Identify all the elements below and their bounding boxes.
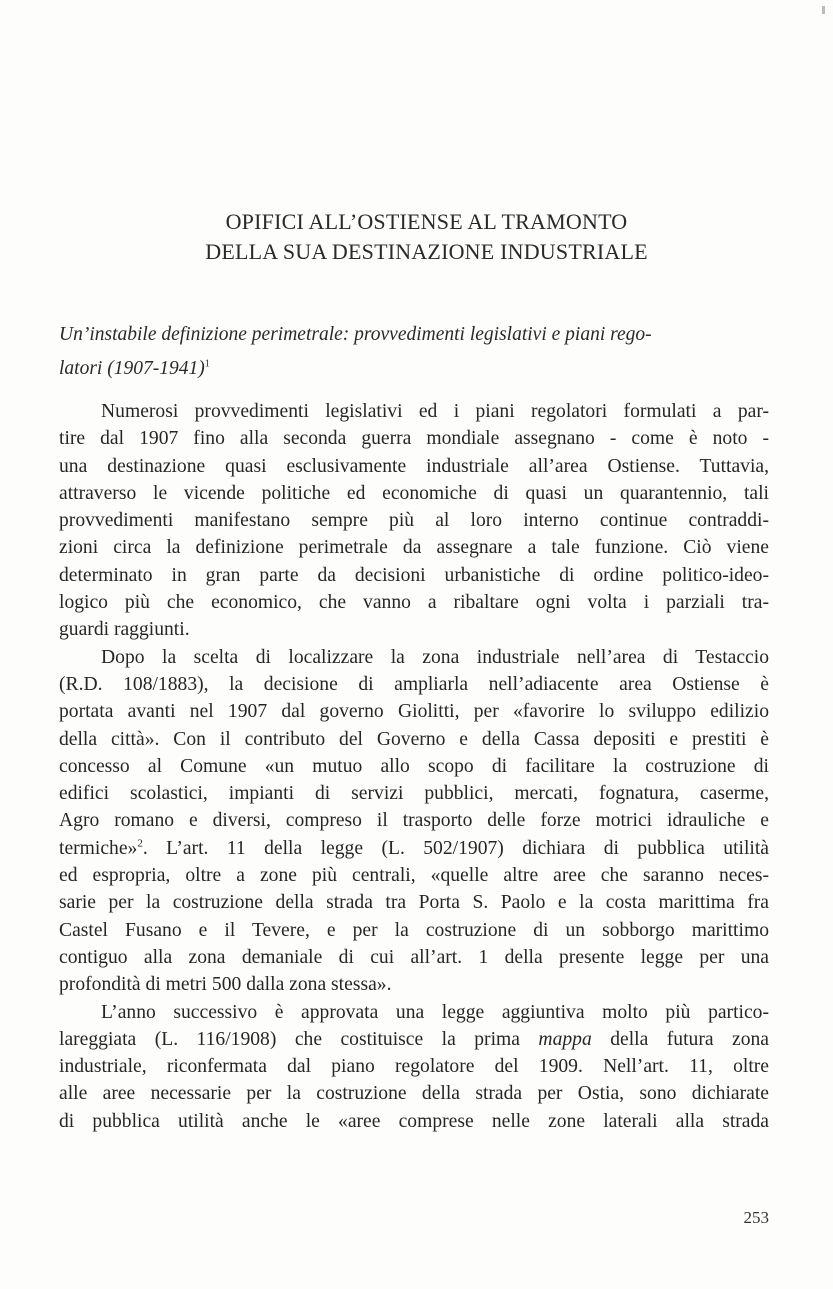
chapter-title-line: OPIFICI ALL’OSTIENSE AL TRAMONTO bbox=[225, 209, 628, 234]
section-heading bbox=[59, 318, 773, 386]
paragraph-3 bbox=[59, 999, 769, 1135]
body-text bbox=[59, 398, 769, 1135]
text-line: guardi raggiunti. bbox=[59, 619, 190, 641]
text-line: portata avanti nel 1907 dal governo Giolitti, per «favorire lo sviluppo edilizio bbox=[59, 701, 769, 723]
text-line: di pubblica utilità anche le «aree comprese nelle zone laterali alla strada bbox=[59, 1110, 769, 1132]
paragraph-1 bbox=[59, 398, 769, 644]
text-line: attraverso le vicende politiche ed economiche di quasi un quarantennio, tali bbox=[59, 482, 769, 504]
text-line: L’anno successivo è approvata una legge aggiuntiva molto più partico- bbox=[101, 1001, 769, 1023]
section-heading-line bbox=[59, 352, 773, 386]
text-line: Castel Fusano e il Tevere, e per la costruzione di un sobborgo marittimo bbox=[59, 919, 769, 941]
section-heading-text: latori (1907-1941) bbox=[59, 358, 205, 379]
text-run: lareggiata (L. 116/1908) che costituisce la prima bbox=[59, 1028, 539, 1050]
text-line: sarie per la costruzione della strada tra Porta S. Paolo e la costa marittima fra bbox=[59, 892, 769, 914]
paragraph-2 bbox=[59, 644, 769, 999]
scan-mark bbox=[822, 6, 825, 14]
footnote-marker: 2 bbox=[137, 837, 143, 850]
text-line: Agro romano e diversi, compreso il trasporto delle forze motrici idrauliche e bbox=[59, 810, 769, 832]
text-line bbox=[59, 1026, 769, 1053]
text-line: determinato in gran parte da decisioni urbanistiche di ordine politico-ideo- bbox=[59, 564, 769, 586]
text-line: Dopo la scelta di localizzare la zona industriale nell’area di Testaccio bbox=[101, 646, 769, 668]
text-line: della città». Con il contributo del Governo e della Cassa depositi e prestiti è bbox=[59, 728, 769, 750]
text-line: industriale, riconfermata dal piano regolatore del 1909. Nell’art. 11, oltre bbox=[59, 1056, 769, 1078]
text-line: tire dal 1907 fino alla seconda guerra mondiale assegnano - come è noto - bbox=[59, 428, 769, 450]
text-run: termiche» bbox=[59, 837, 138, 859]
italic-term: mappa bbox=[538, 1028, 592, 1050]
text-run: della futura zona bbox=[591, 1028, 769, 1050]
text-line: profondità di metri 500 dalla zona stessa». bbox=[59, 974, 392, 996]
text-line: edifici scolastici, impianti di servizi pubblici, mercati, fognatura, caserme, bbox=[59, 783, 769, 805]
page-number: 253 bbox=[743, 1208, 769, 1227]
text-line: provvedimenti manifestano sempre più al loro interno continue contraddi- bbox=[59, 510, 769, 532]
chapter-title-line: DELLA SUA DESTINAZIONE INDUSTRIALE bbox=[205, 239, 648, 264]
text-line: Numerosi provvedimenti legislativi ed i piani regolatori formulati a par- bbox=[101, 401, 769, 422]
footnote-marker: 1 bbox=[204, 358, 210, 370]
text-line: zioni circa la definizione perimetrale da assegnare a tale funzione. Ciò viene bbox=[59, 537, 769, 559]
text-line: concesso al Comune «un mutuo allo scopo di facilitare la costruzione di bbox=[59, 755, 769, 777]
section-heading-line: Un’instabile definizione perimetrale: provvedimenti legislativi e piani rego- bbox=[59, 324, 652, 345]
chapter-title bbox=[60, 207, 793, 267]
text-line: una destinazione quasi esclusivamente industriale all’area Ostiense. Tuttavia, bbox=[59, 455, 769, 477]
text-line bbox=[59, 835, 769, 862]
text-line: alle aree necessarie per la costruzione della strada per Ostia, sono dichiarate bbox=[59, 1083, 769, 1105]
text-line: ed espropria, oltre a zone più centrali, «quelle altre aree che saranno neces- bbox=[59, 865, 769, 887]
text-line: (R.D. 108/1883), la decisione di ampliarla nell’adiacente area Ostiense è bbox=[59, 673, 769, 695]
text-line: contiguo alla zona demaniale di cui all’art. 1 della presente legge per una bbox=[59, 946, 769, 968]
text-run: . L’art. 11 della legge (L. 502/1907) dichiara di pubblica utilità bbox=[142, 837, 769, 859]
text-line: logico più che economico, che vanno a ribaltare ogni volta i parziali tra- bbox=[59, 592, 769, 614]
